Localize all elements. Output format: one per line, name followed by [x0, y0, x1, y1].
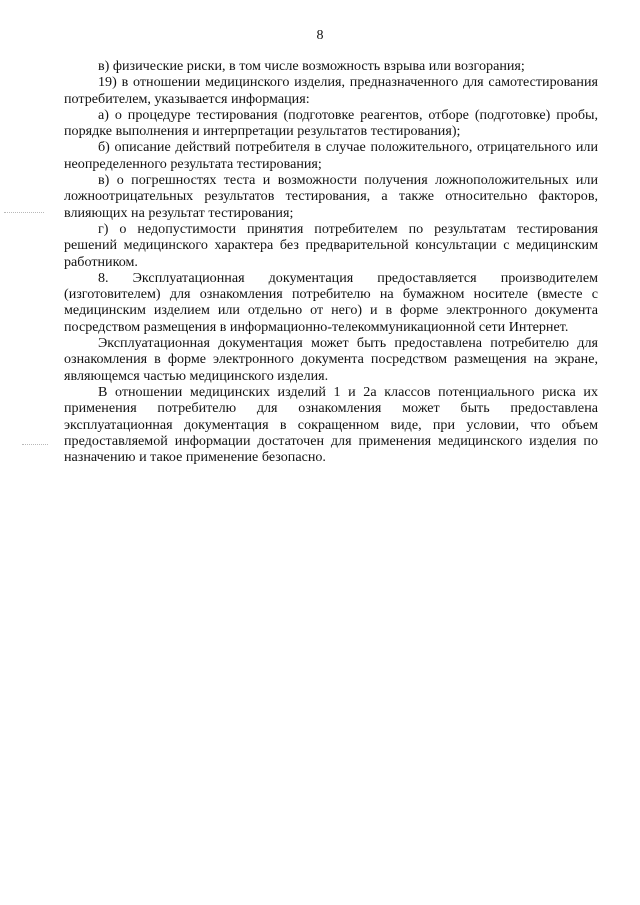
paragraph-item-19: 19) в отношении медицинского изделия, предназначенного для самотестирования потребителем, указывается информация: [64, 74, 598, 107]
document-body [64, 58, 598, 465]
scan-mark [4, 212, 44, 213]
scan-mark [22, 444, 48, 445]
paragraph-subitem-v: в) о погрешностях теста и возможности получения ложноположительных или ложноотрицательных результатов тестирования, а также относительно факторов, влияющих на результат тестирования; [64, 172, 598, 221]
page-number: 8 [316, 28, 324, 43]
paragraph-subitem-g: г) о недопустимости принятия потребителем по результатам тестирования решений медицинского характера без предварительной консультации с медицинским работником. [64, 220, 598, 270]
paragraph-physical-risks: в) физические риски, в том числе возможность взрыва или возгорания; [98, 58, 525, 74]
paragraph-electronic-display: Эксплуатационная документация может быть предоставлена потребителю для ознакомления в форме электронного документа посредством размещения на экране, являющемся частью медицинского изделия. [64, 335, 598, 384]
paragraph-risk-classes: В отношении медицинских изделий 1 и 2а классов потенциального риска их применения потребителю для ознакомления может быть предоставлена эксплуатационная документация в сокращенном виде, при условии, что объем предоставляемой информации достаточен для применения медицинского изделия по назначению и такое применение безопасно. [64, 383, 598, 466]
paragraph-subitem-b: б) описание действий потребителя в случае положительного, отрицательного или неопределенного результата тестирования; [64, 139, 598, 172]
paragraph-subitem-a: а) о процедуре тестирования (подготовке реагентов, отборе (подготовке) пробы, порядке выполнения и интерпретации результатов тестирования); [64, 106, 598, 140]
paragraph-section-8: 8. Эксплуатационная документация предоставляется производителем (изготовителем) для ознакомления потребителю на бумажном носителе (вместе с медицинским изделием или отдельно от него) и в форме электронного документа посредством размещения в информационно-телекоммуникационной сети Интернет. [64, 269, 598, 335]
